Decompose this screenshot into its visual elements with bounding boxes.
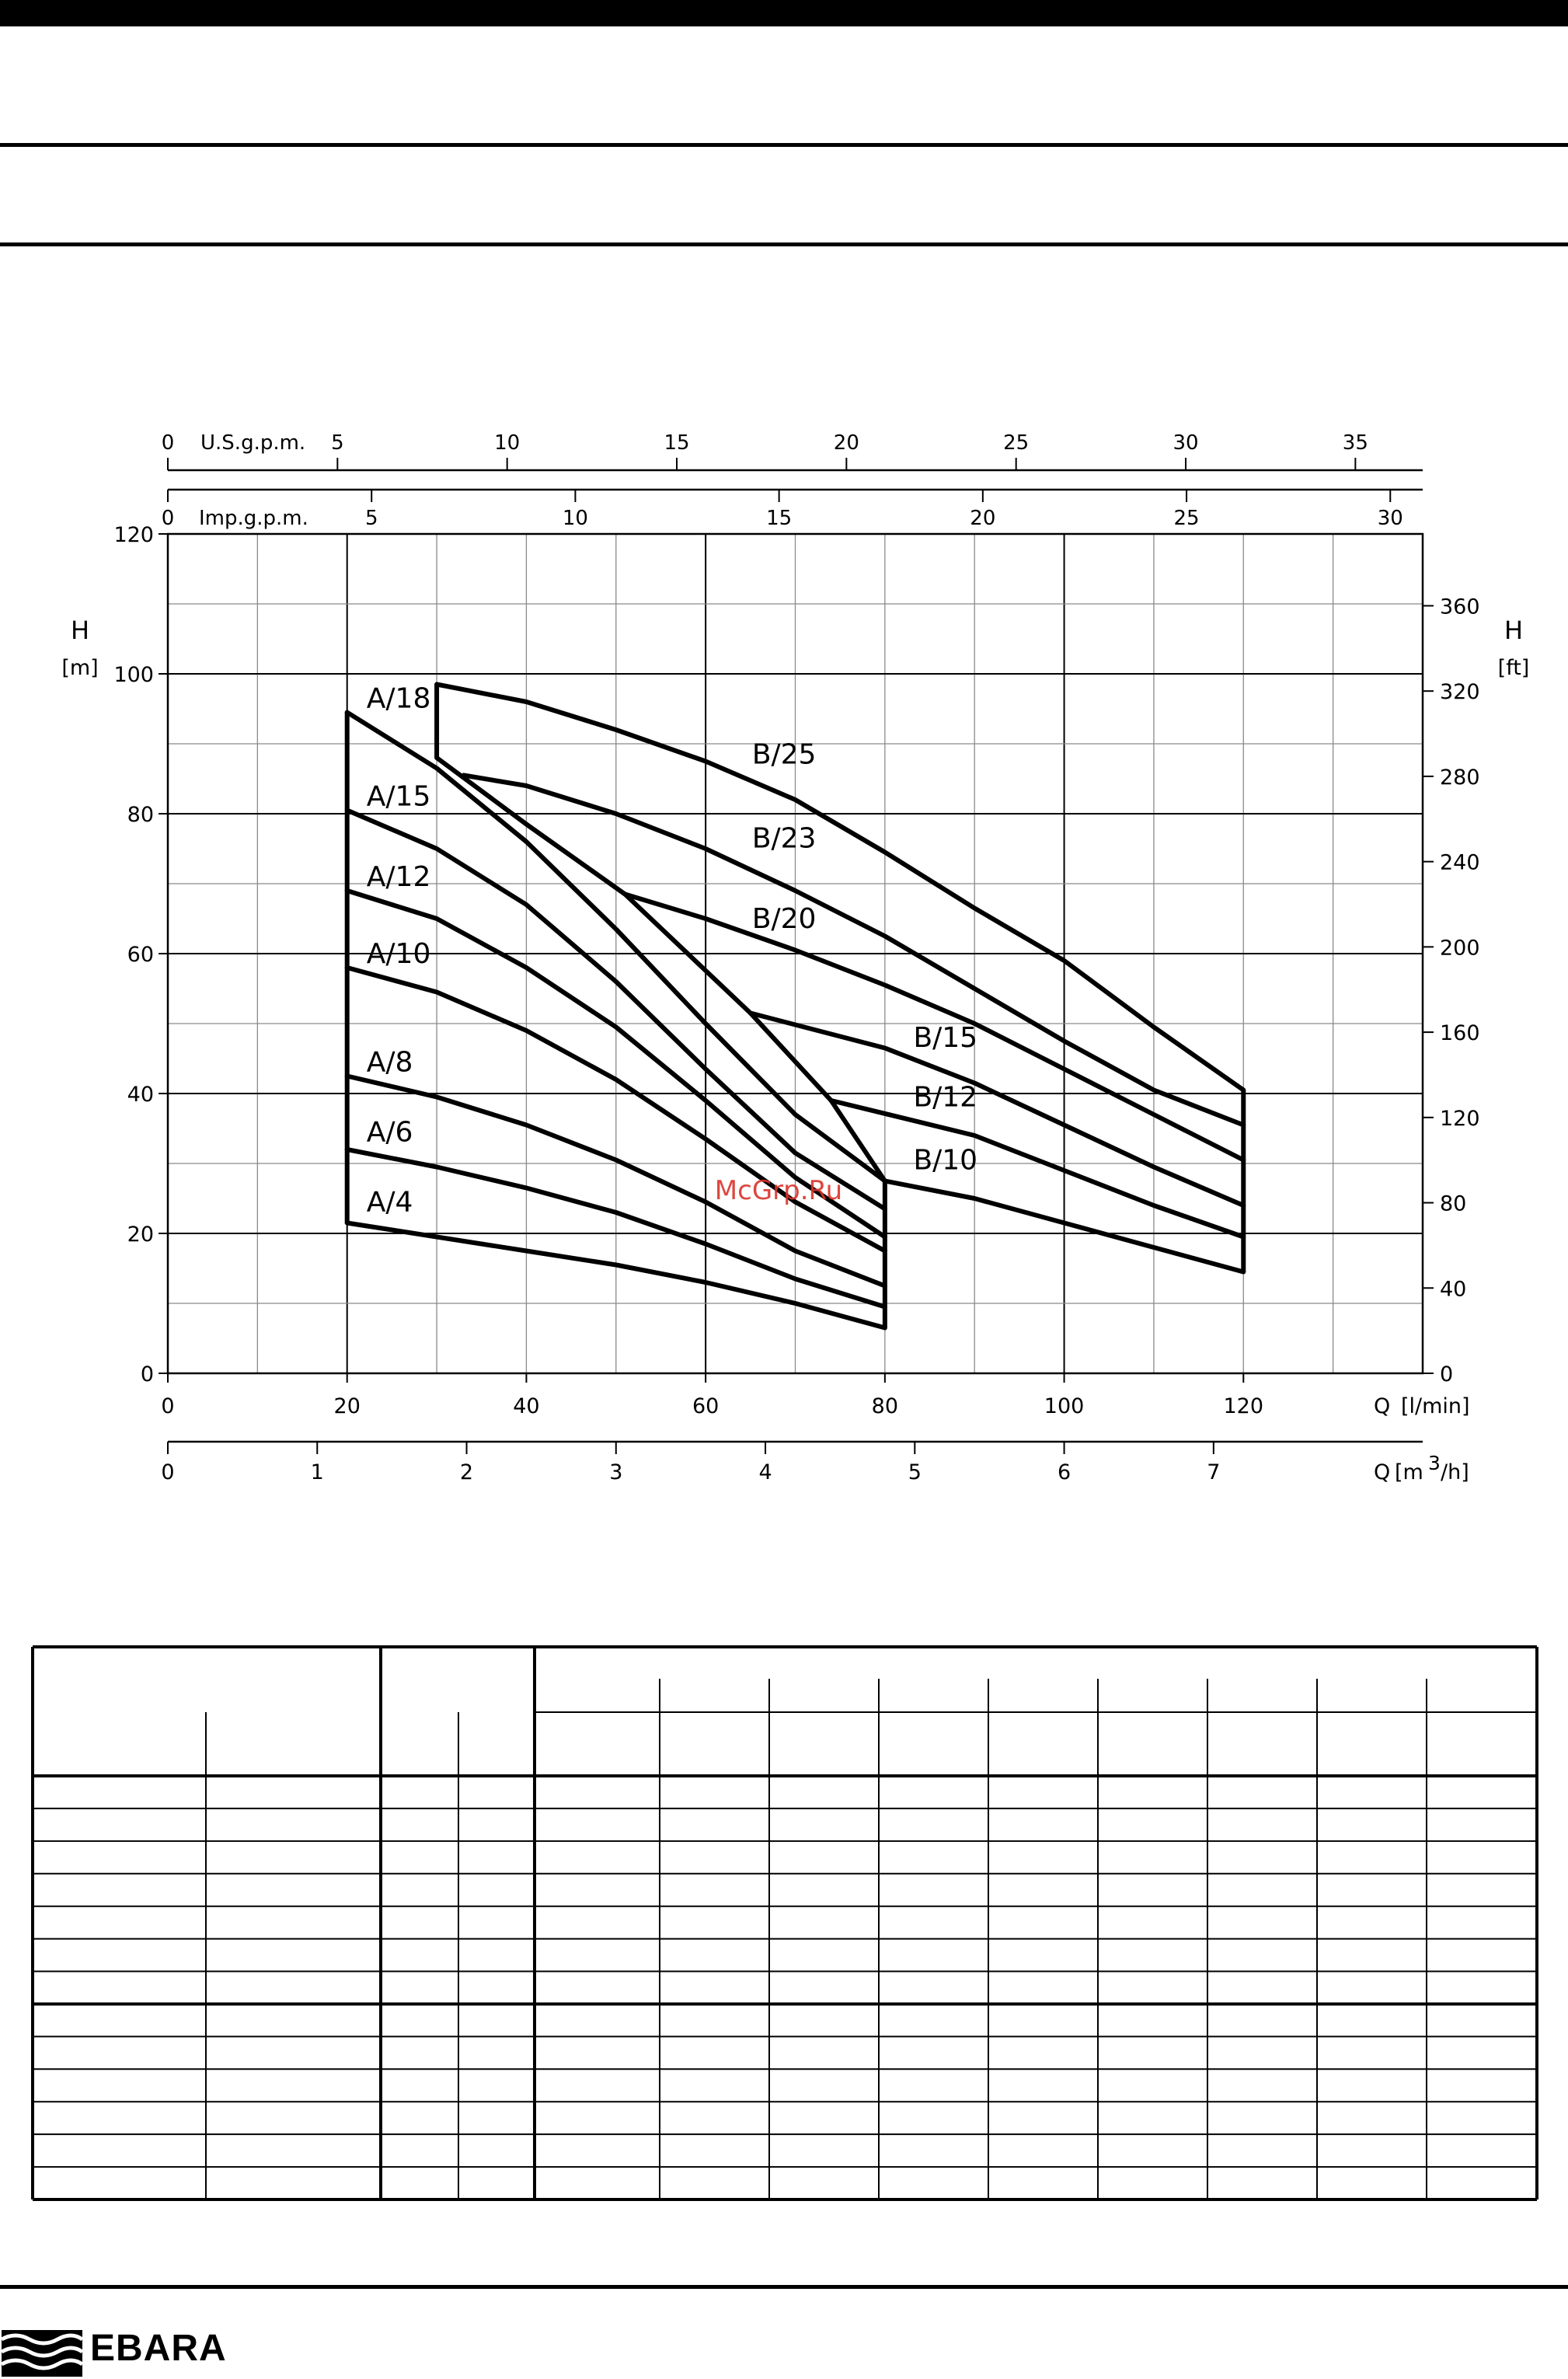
x-axis-unit-m3h-suffix: /h] (1441, 1460, 1469, 1484)
x-tick-label-m3h: 1 (310, 1460, 324, 1484)
y-tick-label-ft: 120 (1440, 1106, 1480, 1131)
y-tick-label-m: 80 (127, 803, 154, 827)
x-tick-label-lmin: 0 (161, 1394, 175, 1418)
x-axis-label-q-m3h: Q (1374, 1460, 1391, 1484)
x-tick-label-m3h: 6 (1057, 1460, 1071, 1484)
y-axis-unit-m: [m] (61, 656, 99, 680)
x-tick-label-impgpm: 20 (970, 507, 996, 530)
y-axis-label-left: H (70, 616, 90, 645)
curve-label-b-15: B/15 (913, 1022, 978, 1054)
x-tick-label-lmin: 120 (1223, 1394, 1264, 1418)
curve-label-b-23: B/23 (751, 822, 817, 855)
brand-name: EBARA (90, 2328, 227, 2369)
curve-label-b-20: B/20 (751, 903, 817, 935)
x-tick-label-usgpm: 15 (664, 431, 690, 455)
usgpm-axis-label: U.S.g.p.m. (200, 431, 306, 455)
y-axis-label-right: H (1504, 616, 1524, 645)
y-tick-label-m: 60 (127, 943, 154, 967)
x-tick-label-usgpm: 5 (331, 431, 344, 455)
y-tick-label-m: 100 (113, 663, 154, 687)
chart-labels (367, 683, 977, 1219)
x-tick-label-impgpm: 5 (364, 507, 378, 530)
x-axis-label-q: Q (1374, 1394, 1391, 1418)
y-tick-label-ft: 320 (1440, 680, 1480, 705)
x-axis-unit-m3h-prefix: [m (1395, 1460, 1423, 1484)
curve-label-a-12: A/12 (366, 861, 431, 893)
x-tick-label-m3h: 7 (1207, 1460, 1221, 1484)
x-tick-label-usgpm: 35 (1342, 431, 1368, 455)
y-tick-label-ft: 240 (1440, 850, 1480, 875)
x-tick-label-usgpm: 25 (1003, 431, 1030, 455)
curve-label-a-6: A/6 (366, 1116, 413, 1149)
y-tick-label-m: 40 (127, 1083, 154, 1107)
x-tick-label-m3h: 5 (908, 1460, 922, 1484)
x-tick-label-m3h: 2 (459, 1460, 474, 1484)
chart-grid (168, 534, 1423, 1373)
x-tick-label-lmin: 60 (692, 1394, 720, 1418)
y-tick-label-m: 120 (113, 523, 154, 547)
x-tick-label-usgpm: 0 (161, 431, 175, 455)
x-tick-label-m3h: 0 (161, 1460, 175, 1484)
footer-rule (0, 2285, 1568, 2289)
watermark-text: McGrp.Ru (714, 1175, 843, 1206)
curve-label-a-4: A/4 (366, 1186, 413, 1219)
y-tick-label-ft: 280 (1440, 765, 1480, 790)
x-tick-label-lmin: 100 (1044, 1394, 1085, 1418)
x-axis-unit-m3h-sup: 3 (1428, 1452, 1441, 1474)
y-tick-label-ft: 200 (1440, 936, 1480, 961)
x-tick-label-usgpm: 10 (494, 431, 521, 455)
impgpm-axis-label: Imp.g.p.m. (199, 507, 308, 530)
x-tick-label-lmin: 40 (513, 1394, 540, 1418)
y-tick-label-m: 20 (127, 1223, 154, 1247)
x-tick-label-m3h: 4 (758, 1460, 772, 1484)
curve-label-a-18: A/18 (366, 682, 431, 715)
x-tick-label-m3h: 3 (609, 1460, 623, 1484)
x-tick-label-lmin: 80 (871, 1394, 899, 1418)
y-tick-label-ft: 360 (1440, 595, 1480, 619)
x-tick-label-impgpm: 15 (766, 507, 793, 530)
y-tick-label-m: 0 (140, 1362, 154, 1387)
x-tick-label-impgpm: 0 (161, 507, 175, 530)
boundary-b-min-flow (437, 685, 885, 1181)
x-axis-unit-lmin: [l/min] (1401, 1394, 1470, 1418)
brand-logo (0, 2308, 264, 2379)
x-tick-label-impgpm: 10 (562, 507, 588, 530)
y-tick-label-ft: 0 (1440, 1362, 1454, 1387)
curve-label-a-8: A/8 (366, 1046, 413, 1079)
curve-label-b-10: B/10 (913, 1144, 978, 1177)
curve-label-a-10: A/10 (366, 938, 431, 970)
x-tick-label-usgpm: 20 (833, 431, 859, 455)
curve-label-b-25: B/25 (751, 738, 817, 771)
curve-label-a-15: A/15 (366, 780, 431, 813)
x-tick-label-impgpm: 30 (1377, 507, 1403, 530)
x-tick-label-usgpm: 30 (1173, 431, 1199, 455)
x-tick-label-impgpm: 25 (1173, 507, 1200, 530)
y-tick-label-ft: 160 (1440, 1021, 1480, 1046)
x-tick-label-lmin: 20 (333, 1394, 361, 1418)
y-axis-unit-ft: [ft] (1497, 656, 1530, 680)
y-tick-label-ft: 40 (1440, 1277, 1467, 1302)
curve-label-b-12: B/12 (913, 1081, 978, 1114)
y-tick-label-ft: 80 (1440, 1191, 1467, 1216)
curve-b-25 (437, 685, 1243, 1090)
ebara-logo-icon (0, 2308, 85, 2379)
data-table (0, 1640, 1568, 2207)
